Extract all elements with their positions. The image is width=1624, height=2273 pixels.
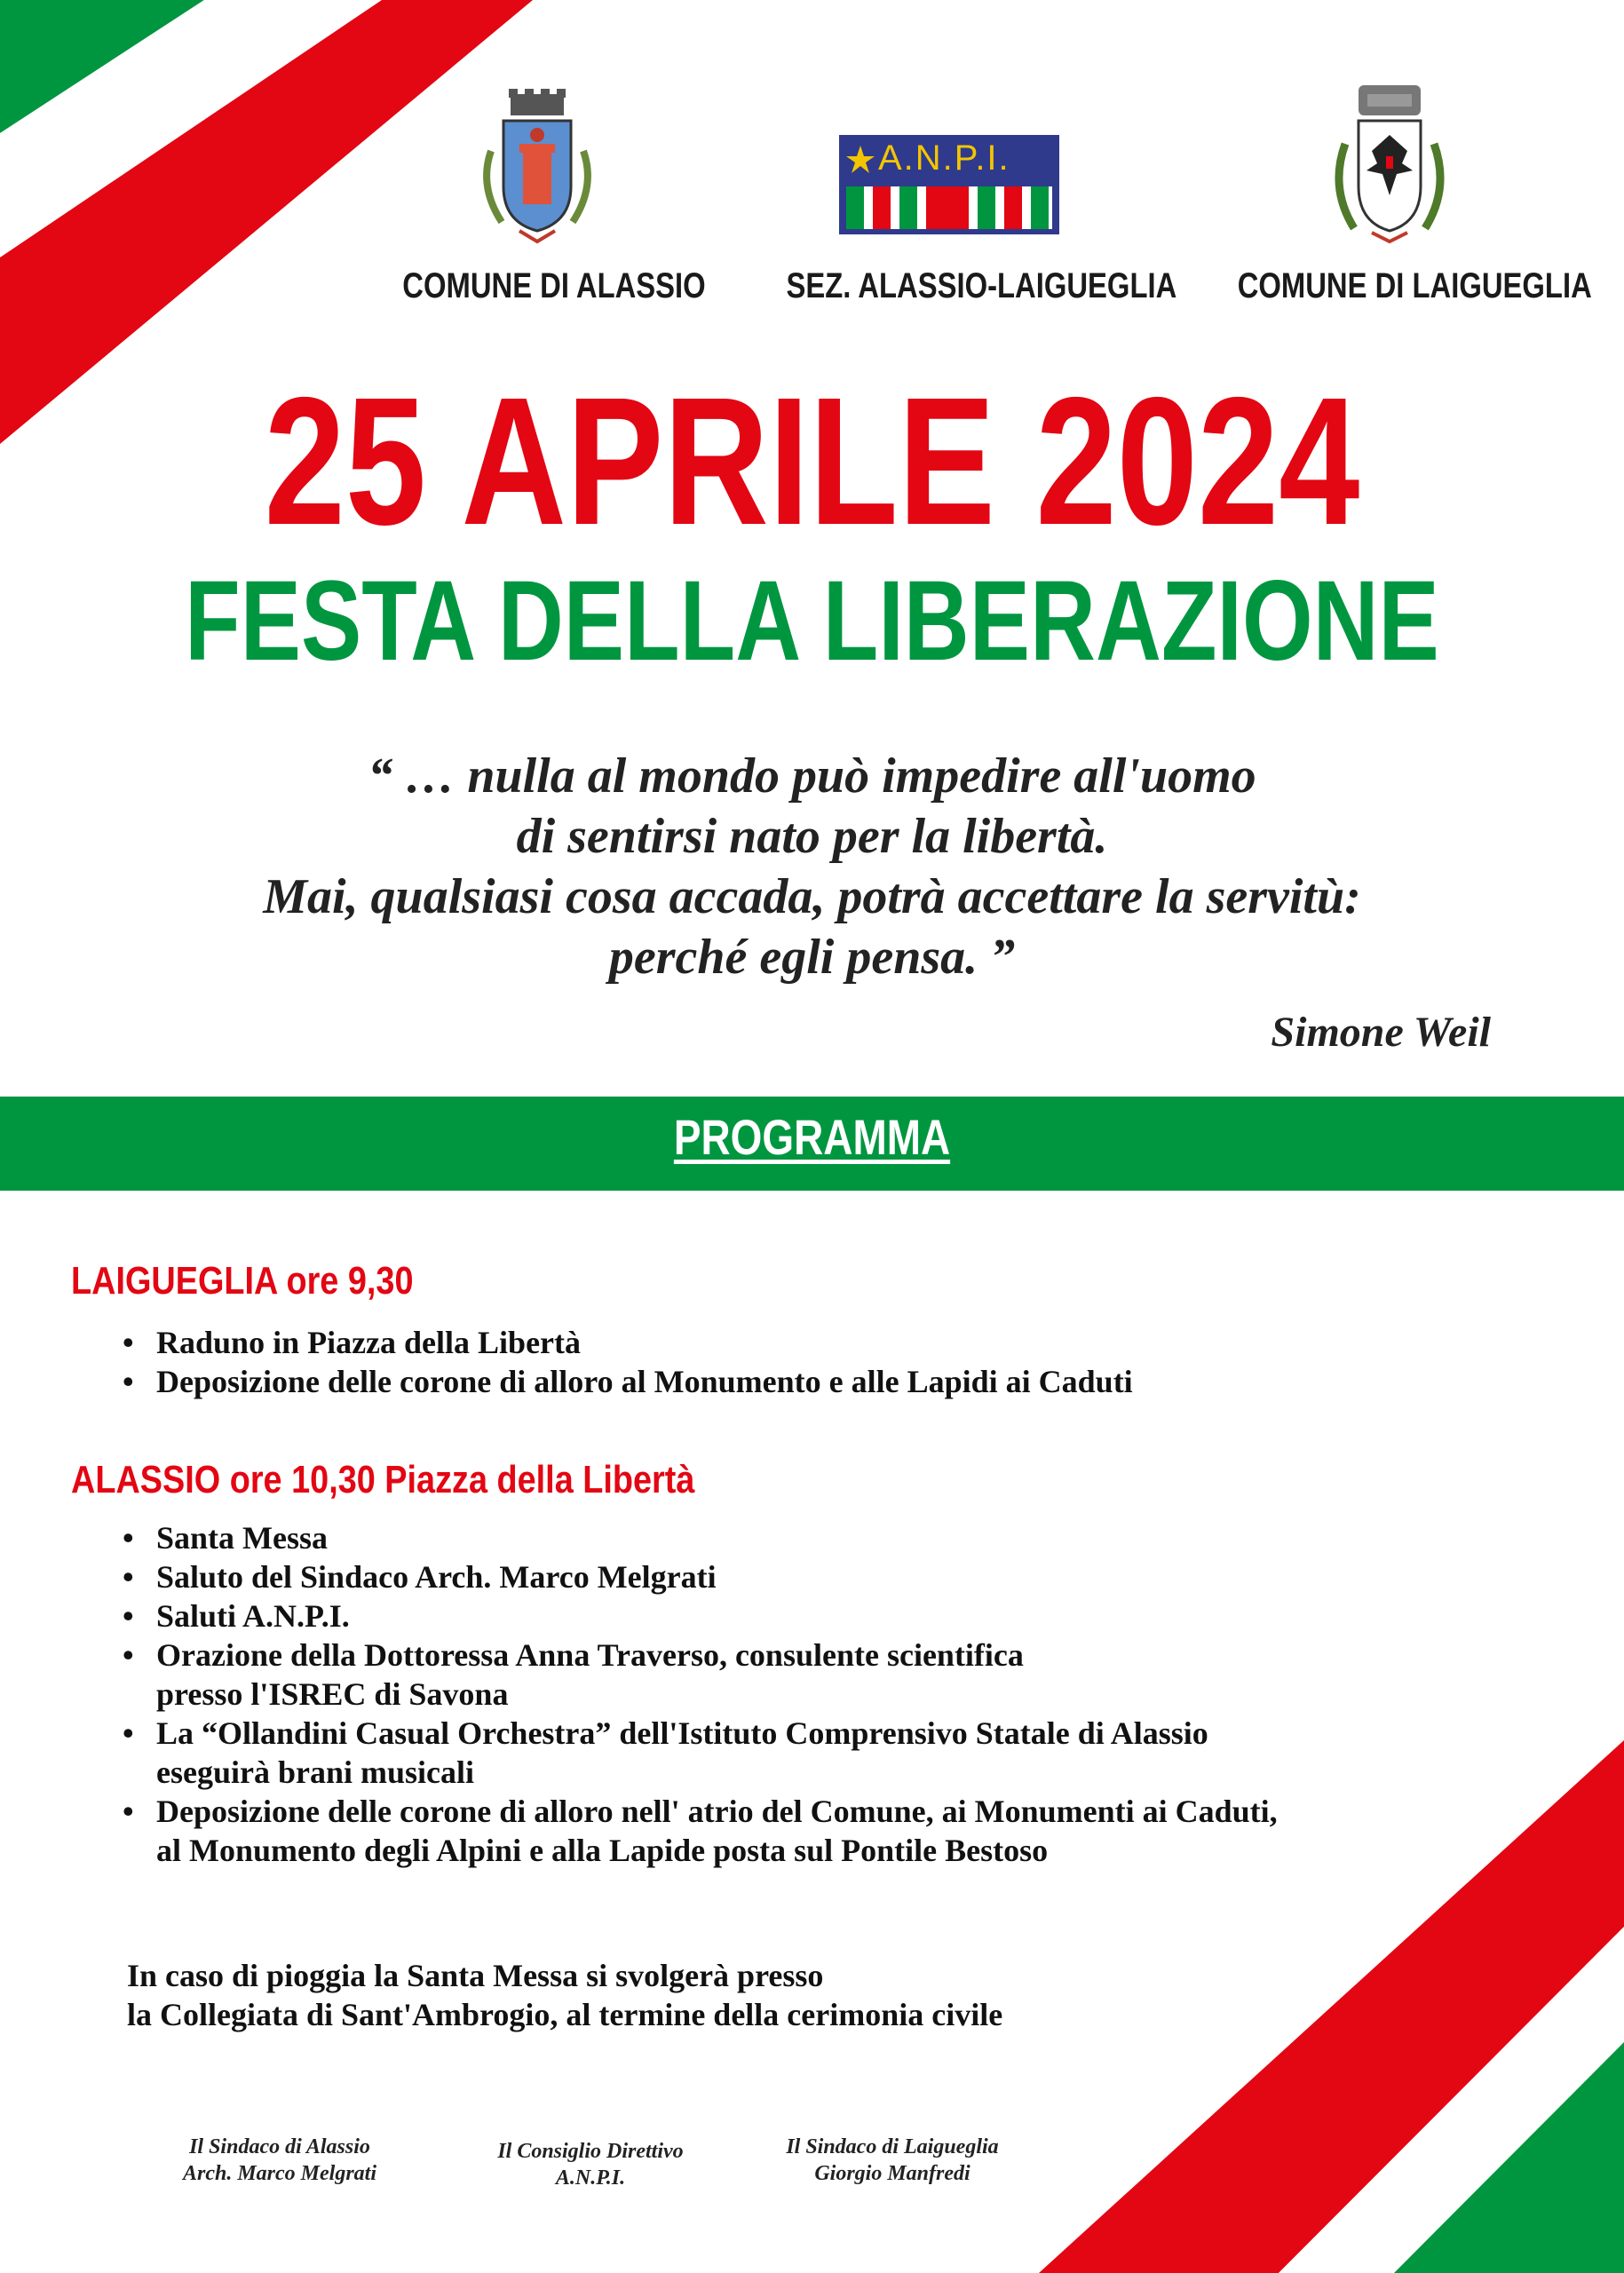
section-alassio-title: ALASSIO ore 10,30 Piazza della Libertà <box>71 1458 695 1501</box>
list-item: • Santa Messa <box>123 1518 1278 1557</box>
section-alassio-list <box>123 1518 1278 1870</box>
signature-line: Il Sindaco di Alassio <box>189 2135 370 2158</box>
rain-note-line: la Collegiata di Sant'Ambrogio, al termine della cerimonia civile <box>127 1997 1003 2032</box>
signature-sindaco-laigueglia <box>759 2134 1026 2187</box>
event-subtitle: FESTA DELLA LIBERAZIONE <box>185 558 1439 685</box>
signature-line: Il Consiglio Direttivo <box>497 2140 684 2163</box>
program-heading: PROGRAMMA <box>673 1109 951 1165</box>
list-item: • Saluto del Sindaco Arch. Marco Melgrati <box>123 1557 1278 1596</box>
list-item <box>123 1792 1278 1870</box>
signature-line: Il Sindaco di Laigueglia <box>786 2135 999 2158</box>
list-item-line: • Orazione della Dottoressa Anna Traverso, consulente scientifica <box>156 1637 1024 1673</box>
label-comune-laigueglia: COMUNE DI LAIGUEGLIA <box>1237 266 1592 305</box>
quote-author: Simone Weil <box>1271 1009 1491 1056</box>
coat-of-arms-laigueglia-icon <box>1319 82 1461 250</box>
section-laigueglia-list <box>123 1323 1133 1401</box>
coat-of-arms-alassio-icon <box>466 89 608 249</box>
quote-block <box>0 746 1624 987</box>
anpi-logo-icon <box>839 135 1059 234</box>
list-item-line: presso l'ISREC di Savona <box>156 1676 509 1712</box>
list-item: • Saluti A.N.P.I. <box>123 1596 1278 1635</box>
rain-note-line: In caso di pioggia la Santa Messa si svolgerà presso <box>127 1958 824 1993</box>
quote-line: di sentirsi nato per la libertà. <box>516 809 1108 864</box>
quote-line: “ … nulla al mondo può impedire all'uomo <box>368 748 1256 804</box>
signature-line: Arch. Marco Melgrati <box>182 2162 376 2185</box>
anpi-logo-text: A.N.P.I. <box>878 139 1010 178</box>
list-item-line: • Deposizione delle corone di alloro nell' atrio del Comune, ai Monumenti ai Caduti, <box>156 1794 1278 1829</box>
list-item-line: al Monumento degli Alpini e alla Lapide posta sul Pontile Bestoso <box>156 1833 1049 1868</box>
list-item <box>123 1635 1278 1714</box>
quote-line: Mai, qualsiasi cosa accada, potrà accettare la servitù: <box>263 869 1361 924</box>
list-item <box>123 1714 1278 1792</box>
signature-sindaco-alassio <box>155 2134 404 2187</box>
label-comune-alassio: COMUNE DI ALASSIO <box>402 266 706 305</box>
section-laigueglia-title: LAIGUEGLIA ore 9,30 <box>71 1259 414 1303</box>
event-date-title: 25 APRILE 2024 <box>264 360 1360 563</box>
quote-line: perché egli pensa. ” <box>608 930 1016 985</box>
label-sez-anpi: SEZ. ALASSIO-LAIGUEGLIA <box>786 266 1177 305</box>
list-item: • Deposizione delle corone di alloro al Monumento e alle Lapidi ai Caduti <box>123 1362 1133 1401</box>
signature-line: Giorgio Manfredi <box>814 2162 970 2185</box>
rain-note <box>127 1956 1002 2034</box>
signature-line: A.N.P.I. <box>555 2166 626 2190</box>
list-item: • Raduno in Piazza della Libertà <box>123 1323 1133 1362</box>
list-item-line: eseguirà brani musicali <box>156 1754 474 1790</box>
signature-anpi <box>462 2138 719 2191</box>
list-item-line: • La “Ollandini Casual Orchestra” dell'Istituto Comprensivo Statale di Alassio <box>156 1715 1208 1751</box>
